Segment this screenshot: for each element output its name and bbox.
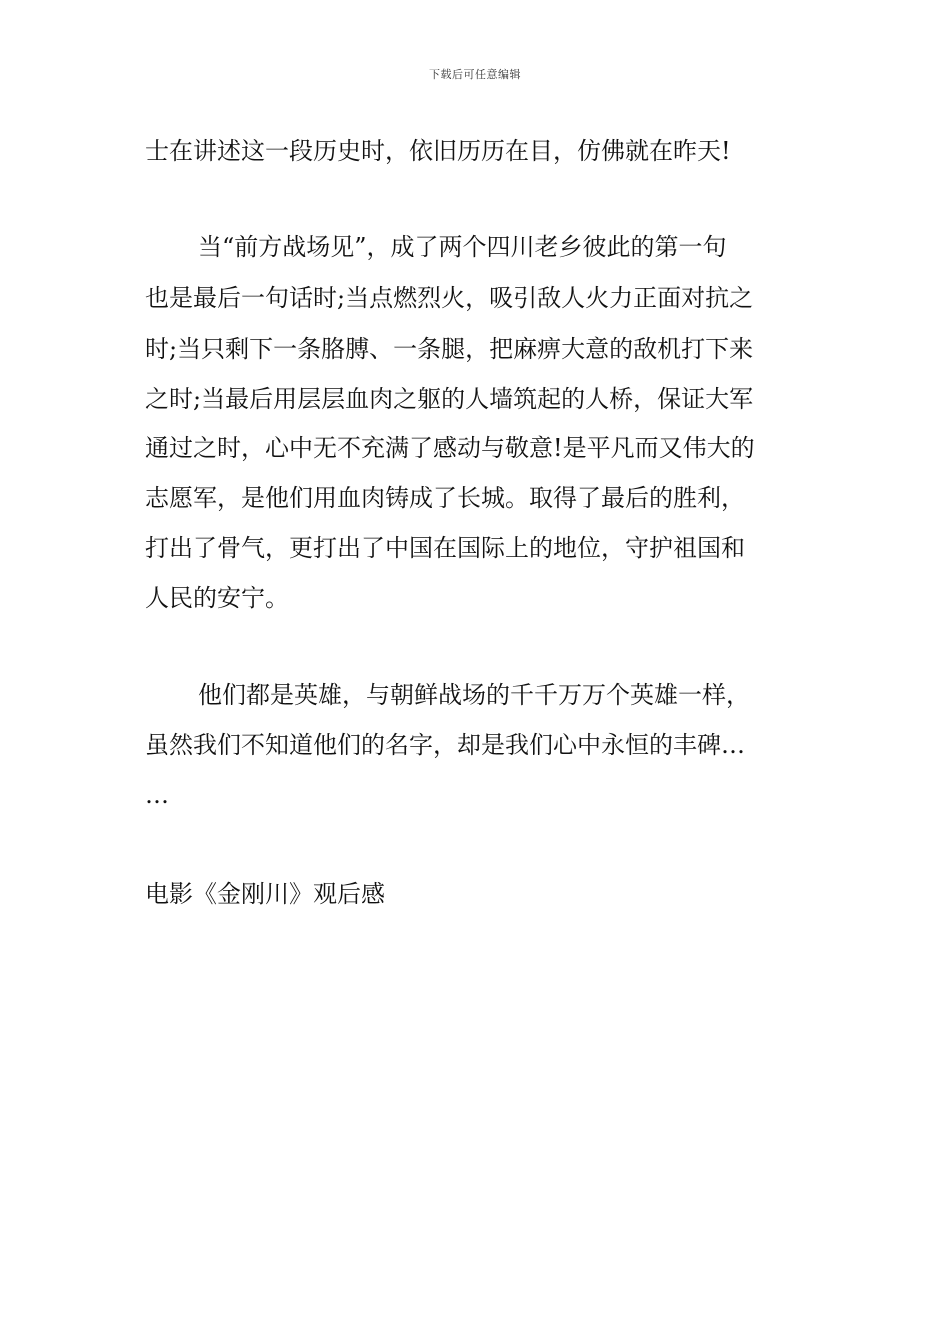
- paragraph-line-11: 虽然我们不知道他们的名字，却是我们心中永恒的丰碑…: [145, 731, 745, 759]
- paragraph-line-10: 他们都是英雄，与朝鲜战场的千千万万个英雄一样，: [198, 681, 750, 709]
- paragraph-line-6: 通过之时，心中无不充满了感动与敬意!是平凡而又伟大的: [145, 434, 755, 462]
- paragraph-line-9: 人民的安宁。: [145, 584, 289, 612]
- header-note: 下载后可任意编辑: [429, 68, 521, 81]
- paragraph-line-1: 士在讲述这一段历史时，依旧历历在目，仿佛就在昨天!: [145, 137, 731, 165]
- paragraph-line-4: 时;当只剩下一条胳膊、一条腿，把麻痹大意的敌机打下来: [145, 335, 754, 363]
- paragraph-line-2: 当“前方战场见”，成了两个四川老乡彼此的第一句: [198, 233, 727, 261]
- paragraph-line-7: 志愿军，是他们用血肉铸成了长城。取得了最后的胜利，: [145, 484, 745, 512]
- document-title: 电影《金刚川》观后感: [145, 880, 385, 908]
- paragraph-line-12: …: [145, 781, 169, 809]
- paragraph-line-3: 也是最后一句话时;当点燃烈火，吸引敌人火力正面对抗之: [145, 284, 754, 312]
- paragraph-line-8: 打出了骨气，更打出了中国在国际上的地位，守护祖国和: [145, 534, 745, 562]
- paragraph-line-5: 之时;当最后用层层血肉之躯的人墙筑起的人桥，保证大军: [145, 385, 754, 413]
